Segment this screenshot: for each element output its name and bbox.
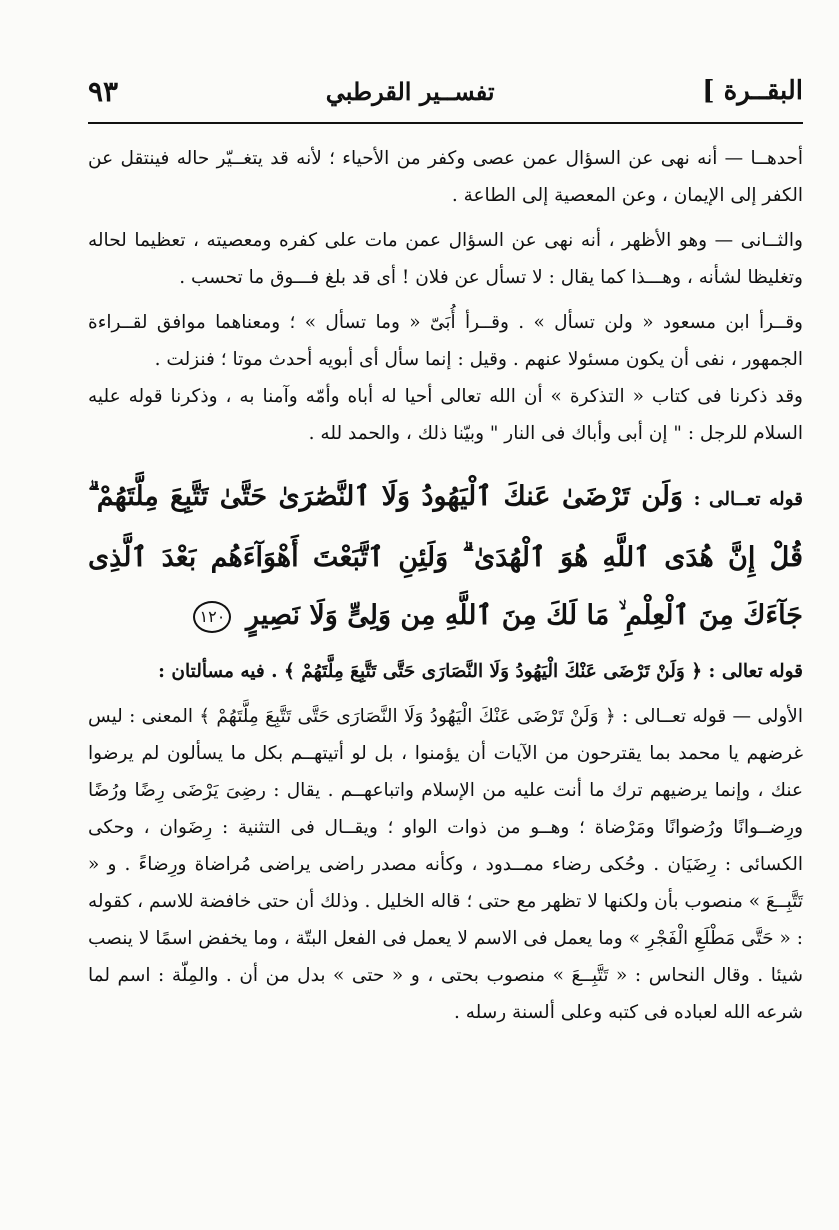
paragraph-commentary-heading: قوله تعالى : ﴿ وَلَنْ تَرْضَى عَنْكَ الْيَهُودُ وَلَا النَّصَارَى حَتَّى تَتَّبِعَ مِلَّتَهُمْ ﴾ . فيه مسألتان :: [158, 661, 803, 682]
verse-intro: قوله تعــالى :: [693, 489, 803, 510]
ayah-number-marker: ١٢٠: [193, 601, 231, 633]
paragraph-first-issue: الأولى — قوله تعــالى : ﴿ وَلَنْ تَرْضَى عَنْكَ الْيَهُودُ وَلَا النَّصَارَى حَتَّى تَتَّبِعَ مِلَّتَهُمْ ﴾ المعنى : ليس غرضهم يا محمد بما يقترحون من الآيات أن يؤمنوا ، بل لو أتيتهــم بكل ما يسألون لم يرضوا عنك ، وإنما يرضيهم ترك ما أنت عليه من الإسلام واتباعهــم . يقال : رضِىَ يَرْضَى رِضًا ورُضًا ورِضــوانًا ورُضوانًا ومَرْضاة ؛ وهــو من ذوات الواو ؛ ويقــال فى التثنية : رِضَوان ، وحكى الكسائى : رِضَيَان . وحُكى رضاء ممــدود ، وكأنه مصدر راضى يراضى مُراضاة ورِضاءً . و « تَتَّبِــعَ » منصوب بأن ولكنها لا تظهر مع حتى ؛ قاله الخليل . وذلك أن حتى خافضة للاسم ، كقوله : « حَتَّى مَطْلَعِ الْفَجْرِ » وما يعمل فى الاسم لا يعمل فى الفعل البتّة ، وما يخفض اسمًا لا ينصب شيئا . وقال النحاس : « تَتَّبِــعَ » منصوب بحتى ، و « حتى » بدل من أن . والمِلّة : اسم لما شرعه الله لعباده فى كتبه وعلى ألسنة رسله .: [88, 706, 803, 1023]
paragraph-tadhkira: وقد ذكرنا فى كتاب « التذكرة » أن الله تعالى أحيا له أباه وأمّه وآمنا به ، وذكرنا قوله عليه السلام للرجل : " إن أبى وأباك فى النار " وبيّنا ذلك ، والحمد لله .: [88, 386, 803, 444]
verse-text: وَلَن تَرْضَىٰ عَنكَ ٱلْيَهُودُ وَلَا ٱلنَّصَٰرَىٰ حَتَّىٰ تَتَّبِعَ مِلَّتَهُمْ ۗ قُلْ إِنَّ هُدَى ٱللَّهِ هُوَ ٱلْهُدَىٰ ۗ وَلَئِنِ ٱتَّبَعْتَ أَهْوَآءَهُم بَعْدَ ٱلَّذِى جَآءَكَ مِنَ ٱلْعِلْمِ ۙ مَا لَكَ مِنَ ٱللَّهِ مِن وَلِىٍّ وَلَا نَصِيرٍ: [88, 481, 803, 631]
paragraph-second-opinion: والثــانى — وهو الأظهر ، أنه نهى عن السؤال عمن مات على كفره ومعصيته ، تعظيما لحاله وتغليظا لشأنه ، وهـــذا كما يقال : لا تسأل عن فلان ! أى قد بلغ فـــوق ما تحسب .: [88, 230, 803, 288]
page-number: ٩٣: [88, 74, 119, 108]
header-rule: [88, 122, 803, 124]
page-body: [88, 140, 803, 1210]
page-header: [88, 68, 803, 114]
book-title: تفســير القرطبي: [325, 76, 495, 106]
paragraph-first-opinion: أحدهــا — أنه نهى عن السؤال عمن عصى وكفر من الأحياء ؛ لأنه قد يتغــيّر حاله فينتقل عن الكفر إلى الإيمان ، وعن المعصية إلى الطاعة .: [88, 148, 803, 206]
running-head: البقــرة ]: [702, 76, 803, 106]
paragraph-readings: وقــرأ ابن مسعود « ولن تسأل » . وقــرأ أُبَىّ « وما تسأل » ؛ ومعناهما موافق لقــراءة الجمهور ، نفى أن يكون مسئولا عنهم . وقيل : إنما سأل أى أبويه أحدث موتا ؛ فنزلت .: [88, 312, 803, 370]
quran-verse: [88, 468, 803, 645]
